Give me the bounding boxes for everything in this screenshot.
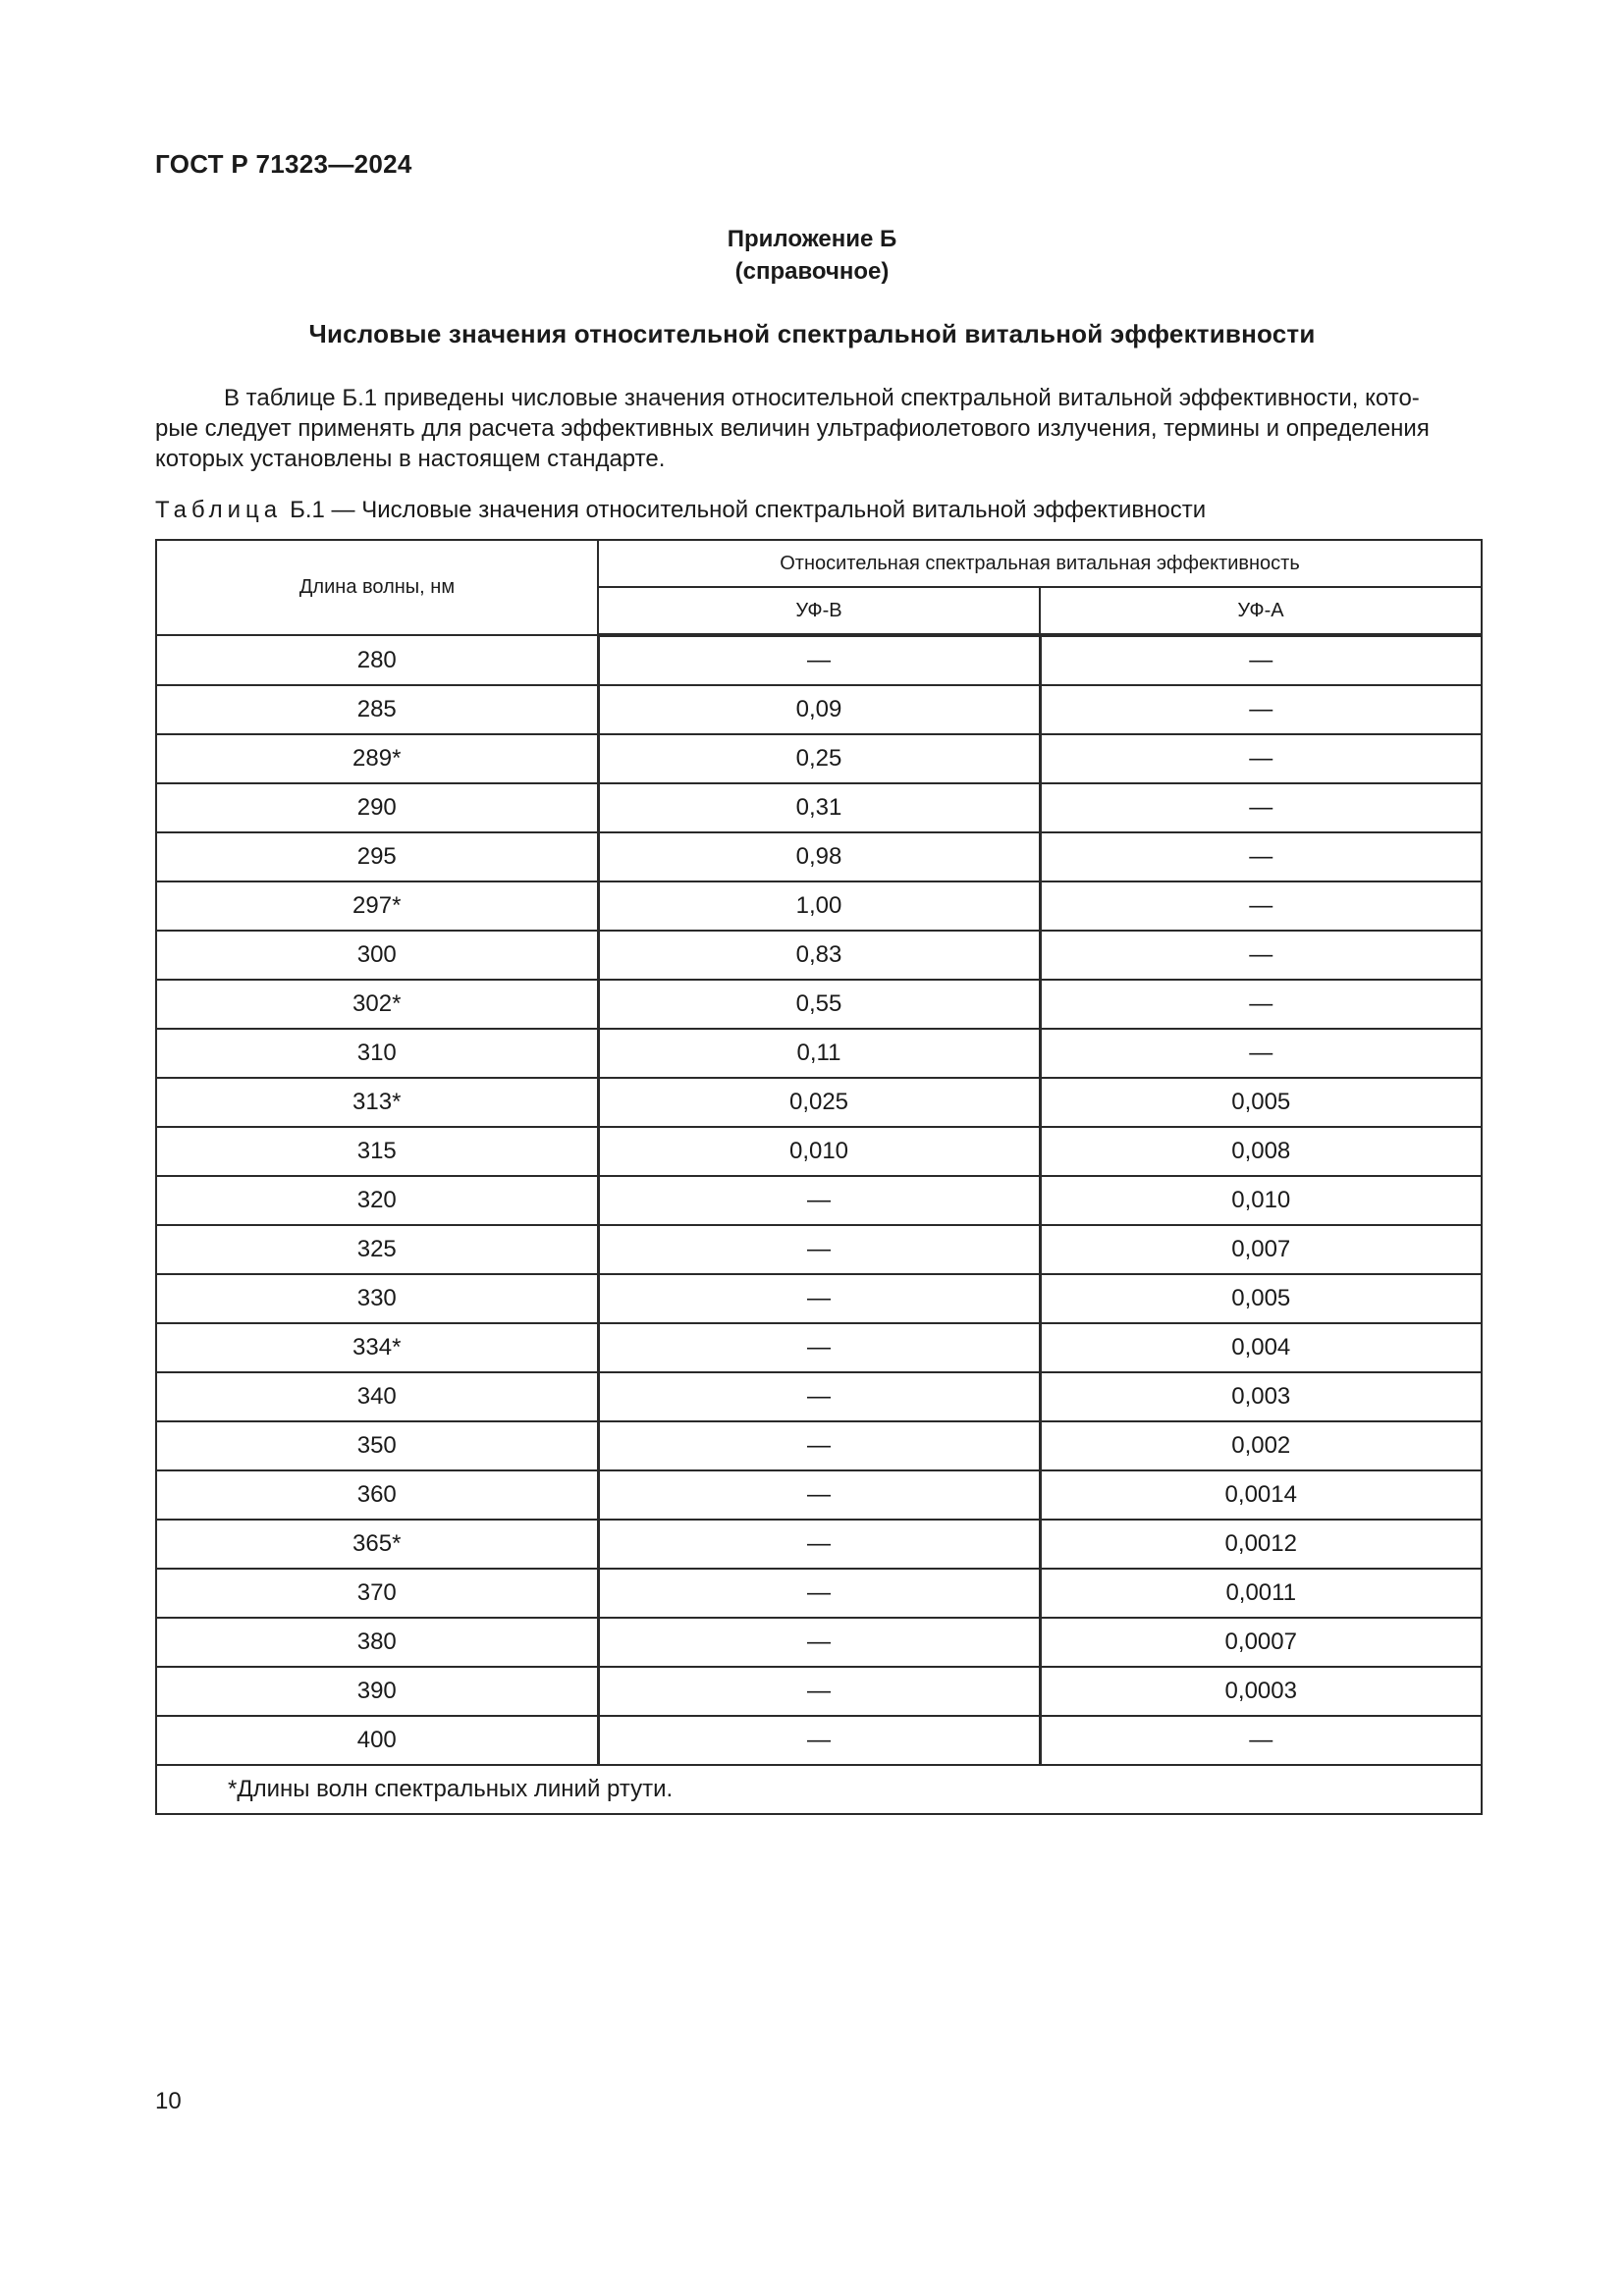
section-title: Числовые значения относительной спектральной витальной эффективности bbox=[308, 319, 1316, 348]
cell-ufb: 0,11 bbox=[598, 1029, 1040, 1078]
cell-ufa: — bbox=[1040, 1029, 1482, 1078]
cell-ufb: — bbox=[598, 1520, 1040, 1569]
table-row bbox=[156, 1421, 1482, 1470]
intro-line: В таблице Б.1 приведены числовые значения относительной спектральной витальной эффективности, кото- bbox=[224, 385, 1420, 411]
cell-ufa: — bbox=[1040, 832, 1482, 881]
cell-ufb: 1,00 bbox=[598, 881, 1040, 931]
cell-ufb: — bbox=[598, 635, 1040, 685]
table-row bbox=[156, 1716, 1482, 1765]
table-body bbox=[156, 635, 1482, 1814]
cell-ufa: — bbox=[1040, 734, 1482, 783]
cell-ufa: 0,007 bbox=[1040, 1225, 1482, 1274]
cell-ufb: — bbox=[598, 1421, 1040, 1470]
cell-ufb: — bbox=[598, 1470, 1040, 1520]
table-row bbox=[156, 1274, 1482, 1323]
table-row bbox=[156, 1176, 1482, 1225]
table-caption-text: Б.1 — Числовые значения относительной спектральной витальной эффективности bbox=[290, 497, 1207, 523]
cell-wavelength: 390 bbox=[156, 1667, 598, 1716]
table-row bbox=[156, 1470, 1482, 1520]
cell-ufa: 0,0003 bbox=[1040, 1667, 1482, 1716]
header-ufb: УФ-В bbox=[598, 587, 1040, 635]
cell-wavelength: 350 bbox=[156, 1421, 598, 1470]
page-number: 10 bbox=[155, 2088, 182, 2114]
cell-wavelength: 334* bbox=[156, 1323, 598, 1372]
table-row bbox=[156, 783, 1482, 832]
cell-wavelength: 380 bbox=[156, 1618, 598, 1667]
table-footnote: *Длины волн спектральных линий ртути. bbox=[156, 1765, 1482, 1814]
table-row bbox=[156, 832, 1482, 881]
intro-line: которых установлены в настоящем стандарте. bbox=[155, 446, 666, 472]
cell-ufa: — bbox=[1040, 881, 1482, 931]
cell-wavelength: 330 bbox=[156, 1274, 598, 1323]
cell-ufa: 0,002 bbox=[1040, 1421, 1482, 1470]
table-row bbox=[156, 881, 1482, 931]
cell-ufb: — bbox=[598, 1274, 1040, 1323]
cell-ufa: 0,0011 bbox=[1040, 1569, 1482, 1618]
cell-ufb: — bbox=[598, 1372, 1040, 1421]
table-row bbox=[156, 1618, 1482, 1667]
intro-line: рые следует применять для расчета эффективных величин ультрафиолетового излучения, термины и определения bbox=[155, 415, 1430, 442]
cell-wavelength: 365* bbox=[156, 1520, 598, 1569]
appendix-title: Приложение Б bbox=[727, 226, 897, 252]
cell-ufb: 0,025 bbox=[598, 1078, 1040, 1127]
table-row bbox=[156, 931, 1482, 980]
header-ufa: УФ-А bbox=[1040, 587, 1482, 635]
cell-ufa: 0,008 bbox=[1040, 1127, 1482, 1176]
cell-wavelength: 310 bbox=[156, 1029, 598, 1078]
cell-ufa: 0,010 bbox=[1040, 1176, 1482, 1225]
cell-wavelength: 370 bbox=[156, 1569, 598, 1618]
cell-wavelength: 285 bbox=[156, 685, 598, 734]
cell-ufa: 0,0007 bbox=[1040, 1618, 1482, 1667]
cell-wavelength: 302* bbox=[156, 980, 598, 1029]
cell-ufa: 0,0012 bbox=[1040, 1520, 1482, 1569]
footnote-row bbox=[156, 1765, 1482, 1814]
cell-ufa: — bbox=[1040, 931, 1482, 980]
table-row bbox=[156, 1127, 1482, 1176]
table-caption-prefix: Таблица bbox=[155, 497, 283, 523]
table-row bbox=[156, 1667, 1482, 1716]
cell-ufa: — bbox=[1040, 980, 1482, 1029]
cell-ufb: — bbox=[598, 1667, 1040, 1716]
cell-wavelength: 290 bbox=[156, 783, 598, 832]
table-row bbox=[156, 635, 1482, 685]
cell-ufa: — bbox=[1040, 783, 1482, 832]
cell-ufb: 0,55 bbox=[598, 980, 1040, 1029]
table-row bbox=[156, 1520, 1482, 1569]
cell-ufb: 0,010 bbox=[598, 1127, 1040, 1176]
cell-wavelength: 315 bbox=[156, 1127, 598, 1176]
table-row bbox=[156, 1323, 1482, 1372]
cell-wavelength: 325 bbox=[156, 1225, 598, 1274]
cell-ufa: — bbox=[1040, 1716, 1482, 1765]
table-row bbox=[156, 1372, 1482, 1421]
cell-ufa: 0,005 bbox=[1040, 1078, 1482, 1127]
cell-wavelength: 360 bbox=[156, 1470, 598, 1520]
cell-ufa: 0,003 bbox=[1040, 1372, 1482, 1421]
cell-wavelength: 400 bbox=[156, 1716, 598, 1765]
table-row bbox=[156, 734, 1482, 783]
cell-ufa: — bbox=[1040, 635, 1482, 685]
header-group: Относительная спектральная витальная эффективность bbox=[598, 540, 1482, 587]
header-wavelength: Длина волны, нм bbox=[156, 540, 598, 635]
cell-ufa: — bbox=[1040, 685, 1482, 734]
cell-wavelength: 320 bbox=[156, 1176, 598, 1225]
cell-wavelength: 289* bbox=[156, 734, 598, 783]
table-row bbox=[156, 980, 1482, 1029]
data-table bbox=[155, 539, 1483, 1815]
cell-ufa: 0,005 bbox=[1040, 1274, 1482, 1323]
cell-wavelength: 300 bbox=[156, 931, 598, 980]
table-row bbox=[156, 1225, 1482, 1274]
cell-wavelength: 280 bbox=[156, 635, 598, 685]
cell-ufb: 0,31 bbox=[598, 783, 1040, 832]
cell-ufb: — bbox=[598, 1323, 1040, 1372]
table-row bbox=[156, 685, 1482, 734]
table-row bbox=[156, 1029, 1482, 1078]
cell-wavelength: 295 bbox=[156, 832, 598, 881]
cell-wavelength: 313* bbox=[156, 1078, 598, 1127]
table-row bbox=[156, 1569, 1482, 1618]
table-caption bbox=[155, 497, 1206, 524]
cell-ufb: — bbox=[598, 1716, 1040, 1765]
cell-ufb: — bbox=[598, 1618, 1040, 1667]
cell-ufb: — bbox=[598, 1225, 1040, 1274]
table-row bbox=[156, 1078, 1482, 1127]
cell-ufb: 0,25 bbox=[598, 734, 1040, 783]
cell-ufb: 0,83 bbox=[598, 931, 1040, 980]
cell-ufb: 0,98 bbox=[598, 832, 1040, 881]
cell-ufa: 0,004 bbox=[1040, 1323, 1482, 1372]
intro-paragraph bbox=[155, 383, 1481, 474]
appendix-kind: (справочное) bbox=[734, 258, 890, 285]
cell-ufb: — bbox=[598, 1176, 1040, 1225]
cell-wavelength: 297* bbox=[156, 881, 598, 931]
cell-wavelength: 340 bbox=[156, 1372, 598, 1421]
cell-ufb: — bbox=[598, 1569, 1040, 1618]
cell-ufa: 0,0014 bbox=[1040, 1470, 1482, 1520]
document-code: ГОСТ Р 71323—2024 bbox=[155, 149, 412, 179]
cell-ufb: 0,09 bbox=[598, 685, 1040, 734]
